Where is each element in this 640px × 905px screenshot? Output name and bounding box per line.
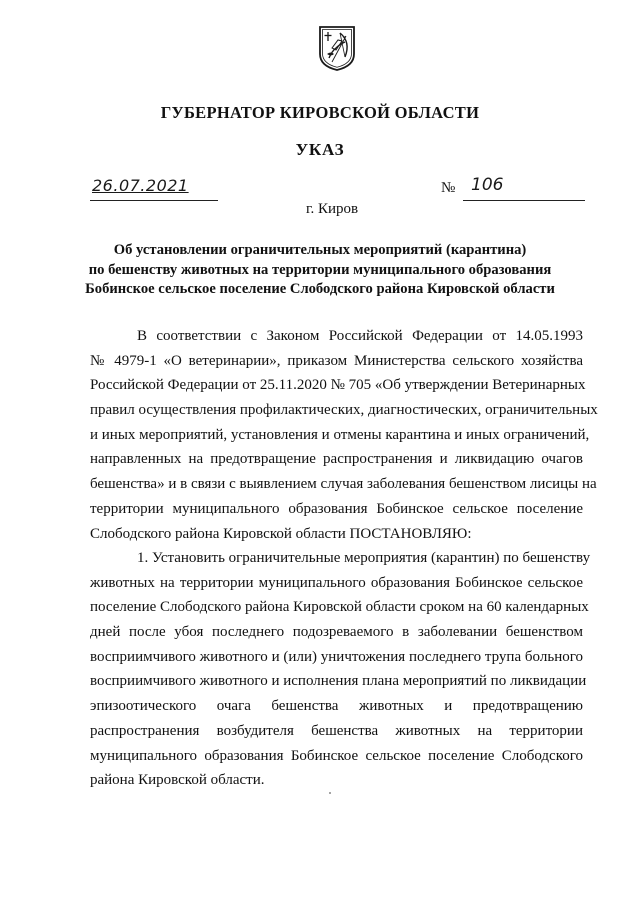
clause-1-paragraph <box>90 546 591 793</box>
text-line: восприимчивого животного и исполнения плана мероприятий по ликвидации <box>90 673 587 690</box>
text-line: территории муниципального образования Бобинское сельское поселение <box>90 500 583 517</box>
title-line: Об установлении ограничительных мероприятий (карантина) <box>113 242 527 258</box>
scan-speck <box>329 792 331 794</box>
text-line: эпизоотического очага бешенства животных и предотвращению <box>90 698 583 715</box>
date-field <box>90 178 218 201</box>
text-line: правил осуществления профилактических, диагностических, ограничительных <box>90 402 598 419</box>
number-field <box>463 175 585 201</box>
document-type: УКАЗ <box>295 140 345 159</box>
number-label: № <box>441 180 456 196</box>
title-line: по бешенству животных на территории муниципального образования <box>88 261 552 278</box>
text-line: восприимчивого животного и (или) уничтожения последнего трупа больного <box>90 648 583 665</box>
text-line: В соответствии с Законом Российской Федерации от 14.05.1993 <box>137 328 583 344</box>
document-title <box>60 241 580 300</box>
issuing-authority: ГУБЕРНАТОР КИРОВСКОЙ ОБЛАСТИ <box>160 103 480 122</box>
text-line: Российской Федерации от 25.11.2020 № 705 «Об утверждении Ветеринарных <box>90 377 586 394</box>
text-line: № 4979-1 «О ветеринарии», приказом Министерства сельского хозяйства <box>90 352 583 369</box>
text-line: и иных мероприятий, установления и отмены карантина и иных ограничений, <box>90 426 590 443</box>
document-number: 106 <box>471 175 504 195</box>
title-line: Бобинское сельское поселение Слободского района Кировской области <box>85 281 555 297</box>
text-line: животных на территории муниципального образования Бобинское сельское <box>90 574 583 591</box>
text-line: распространения возбудителя бешенства животных на территории <box>90 722 583 739</box>
text-line: дней после убоя последнего подозреваемого в заболевании бешенством <box>90 624 583 641</box>
preamble-paragraph <box>90 324 598 546</box>
kirov-region-coat-of-arms-icon <box>318 24 356 72</box>
text-line: муниципального образования Бобинское сельское поселение Слободского <box>90 747 583 764</box>
text-line: района Кировской области. <box>90 772 265 789</box>
text-line: бешенства» и в связи с выявлением случая заболевания бешенством лисицы на <box>90 476 597 493</box>
document-date: 26.07.2021 <box>92 176 189 195</box>
place-of-issue: г. Киров <box>306 201 359 217</box>
text-line: 1. Установить ограничительные мероприятия (карантин) по бешенству <box>137 550 591 566</box>
text-line: направленных на предотвращение распространения и ликвидацию очагов <box>90 451 583 468</box>
text-line: поселение Слободского района Кировской области сроком на 60 календарных <box>90 599 589 616</box>
text-line: Слободского района Кировской области ПОСТАНОВЛЯЮ: <box>90 525 472 542</box>
